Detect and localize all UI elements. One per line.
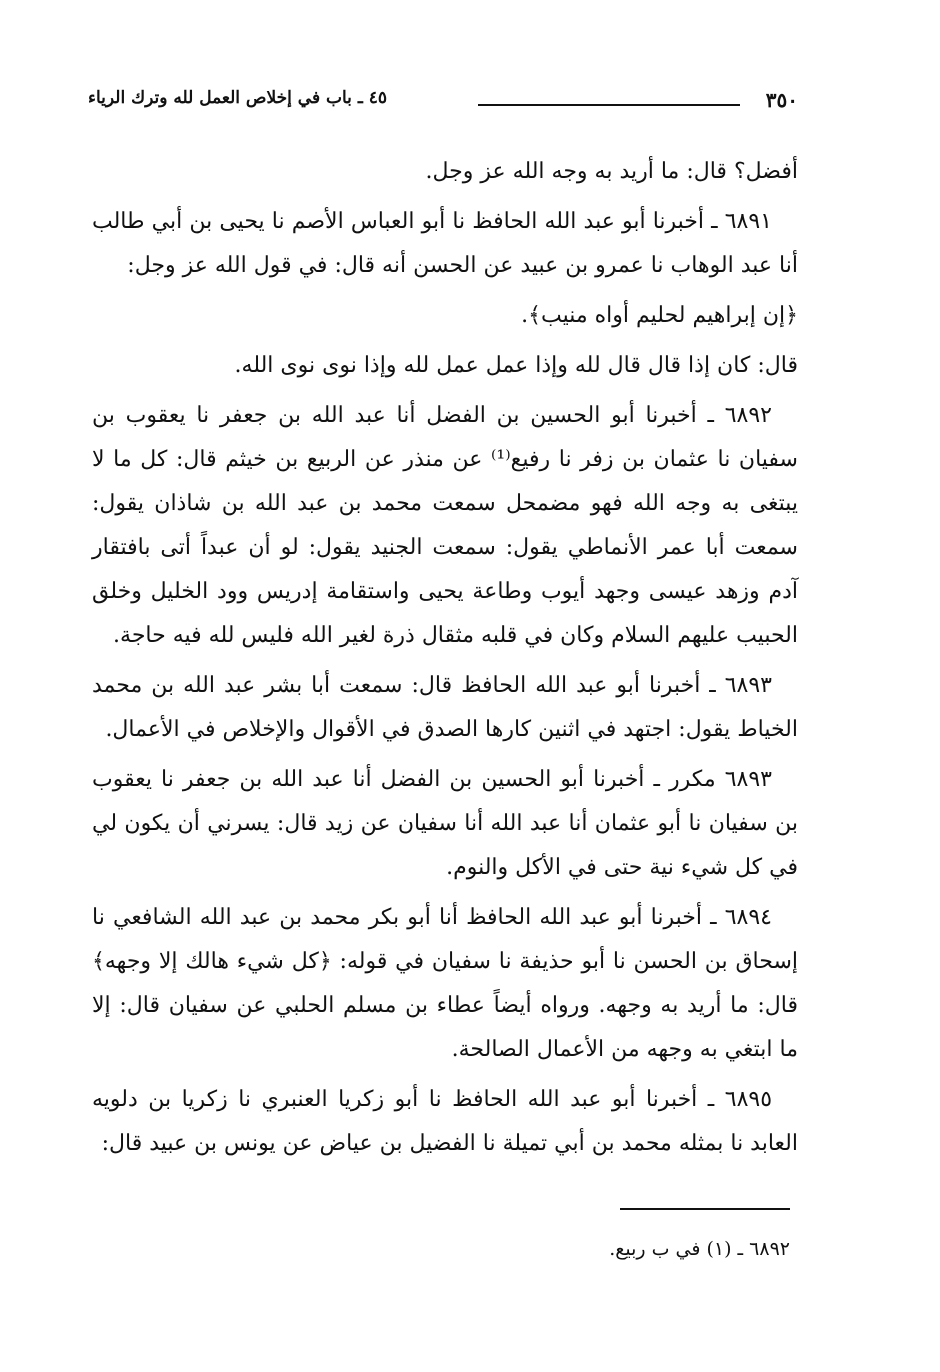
chapter-title: ٤٥ ـ باب في إخلاص العمل لله وترك الرياء [88, 88, 387, 108]
page-number: ٣٥٠ [765, 88, 798, 112]
hadith-6893-repeat: ٦٨٩٣ مكرر ـ أخبرنا أبو الحسين بن الفضل أنا عبد الله بن جعفر نا يعقوب بن سفيان نا أبو عثمان أنا عبد الله أنا سفيان عن زيد قال: يسرني أن يكون لي في كل شيء نية حتى في الأكل والنوم. [92, 767, 798, 880]
hadith-6892: ٦٨٩٢ ـ أخبرنا أبو الحسين بن الفضل أنا عبد الله بن جعفر نا يعقوب بن سفيان نا عثمان بن زفر نا رفيع⁽¹⁾ عن منذر عن الربيع بن خيثم قال: كل ما لا يبتغى به وجه الله فهو مضمحل سمعت محمد بن عبد الله بن شاذان يقول: سمعت أبا عمر الأنماطي يقول: سمعت الجنيد يقول: لو أن عبداً أتى بافتقار آدم وزهد عيسى وجهد أيوب وطاعة يحيى واستقامة إدريس وود الخليل وخلق الحبيب عليهم السلام وكان في قلبه مثقال ذرة لغير الله فليس لله فيه حاجة. [92, 403, 798, 648]
page-body [92, 150, 798, 1172]
hadith-6893: ٦٨٩٣ ـ أخبرنا أبو عبد الله الحافظ قال: سمعت أبا بشر عبد الله بن محمد الخياط يقول: اجتهد في اثنين كارها الصدق في الأقوال والإخلاص في الأعمال. [92, 673, 798, 742]
header-rule [478, 104, 740, 106]
quran-quote: ﴿إن إبراهيم لحليم أواه منيب﴾. [521, 303, 798, 328]
hadith-6895: ٦٨٩٥ ـ أخبرنا أبو عبد الله الحافظ نا أبو زكريا العنبري نا زكريا بن دلويه العابد نا بمثله محمد بن أبي تميلة نا الفضيل بن عياض عن يونس بن عبيد قال: [92, 1087, 798, 1156]
paragraph-continuation: أفضل؟ قال: ما أريد به وجه الله عز وجل. [425, 159, 798, 184]
page-header [88, 88, 798, 118]
hadith-6894: ٦٨٩٤ ـ أخبرنا أبو عبد الله الحافظ أنا أبو بكر محمد بن عبد الله الشافعي نا إسحاق بن الحسن نا أبو حذيفة نا سفيان في قوله: ﴿كل شيء هالك إلا وجهه﴾ قال: ما أريد به وجهه. ورواه أيضاً عطاء بن مسلم الحلبي عن سفيان قال: إلا ما ابتغي به وجهه من الأعمال الصالحة. [92, 905, 798, 1062]
footnote: ٦٨٩٢ ـ (١) في ب ربيع. [609, 1238, 790, 1260]
footnote-rule [620, 1208, 790, 1210]
hadith-6891: ٦٨٩١ ـ أخبرنا أبو عبد الله الحافظ نا أبو العباس الأصم نا يحيى بن أبي طالب أنا عبد الوهاب نا عمرو بن عبيد عن الحسن أنه قال: في قول الله عز وجل: [92, 209, 798, 278]
hadith-6891-saying: قال: كان إذا قال قال لله وإذا عمل عمل لله وإذا نوى نوى الله. [234, 353, 798, 378]
